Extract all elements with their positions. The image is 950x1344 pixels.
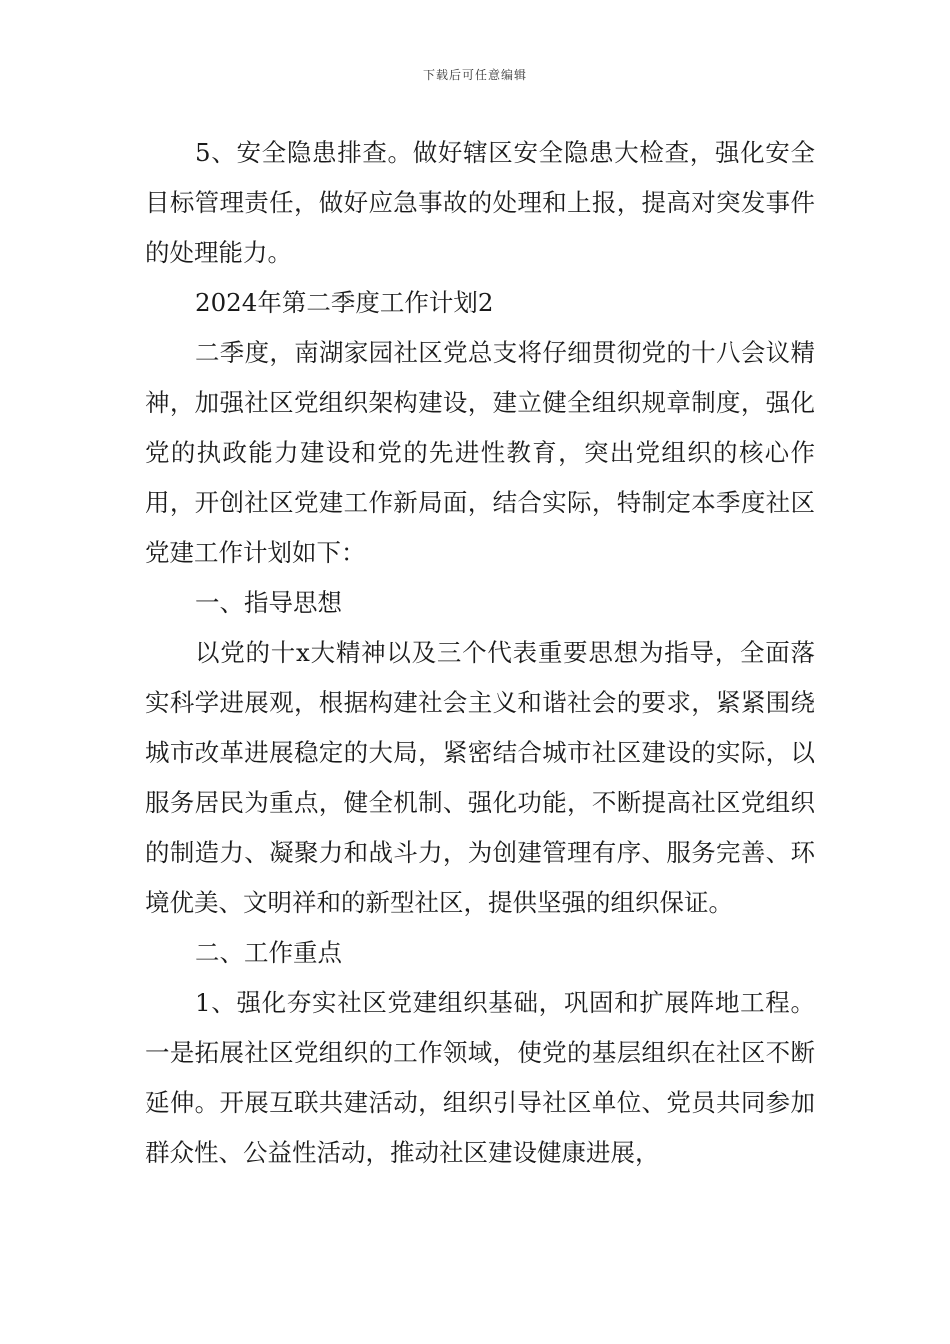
heading-guiding-ideology: 一、指导思想: [195, 588, 342, 617]
page-header-note: 下载后可任意编辑: [422, 68, 527, 82]
paragraph-intro: 二季度，南湖家园社区党总支将仔细贯彻党的十八会议精神，加强社区党组织架构建设，建立健全组织规章制度，强化党的执政能力建设和党的先进性教育，突出党组织的核心作用，开创社区党建工作新局面，结合实际，特制定本季度社区党建工作计划如下：: [145, 338, 815, 567]
paragraph-guiding-ideology: 以党的十x大精神以及三个代表重要思想为指导，全面落实科学进展观，根据构建社会主义和谐社会的要求，紧紧围绕城市改革进展稳定的大局，紧密结合城市社区建设的实际，以服务居民为重点，健全机制、强化功能，不断提高社区党组织的制造力、凝聚力和战斗力，为创建管理有序、服务完善、环境优美、文明祥和的新型社区，提供坚强的组织保证。: [145, 638, 815, 917]
heading-work-focus: 二、工作重点: [195, 938, 342, 967]
document-body: [145, 128, 815, 1178]
section-title-plan: 2024年第二季度工作计划2: [195, 288, 494, 317]
paragraph-work-focus-1: 1、强化夯实社区党建组织基础，巩固和扩展阵地工程。一是拓展社区党组织的工作领域，使党的基层组织在社区不断延伸。开展互联共建活动，组织引导社区单位、党员共同参加群众性、公益性活动，推动社区建设健康进展，: [145, 988, 815, 1167]
paragraph-safety-check: 5、安全隐患排查。做好辖区安全隐患大检查，强化安全目标管理责任，做好应急事故的处理和上报，提高对突发事件的处理能力。: [145, 138, 815, 267]
